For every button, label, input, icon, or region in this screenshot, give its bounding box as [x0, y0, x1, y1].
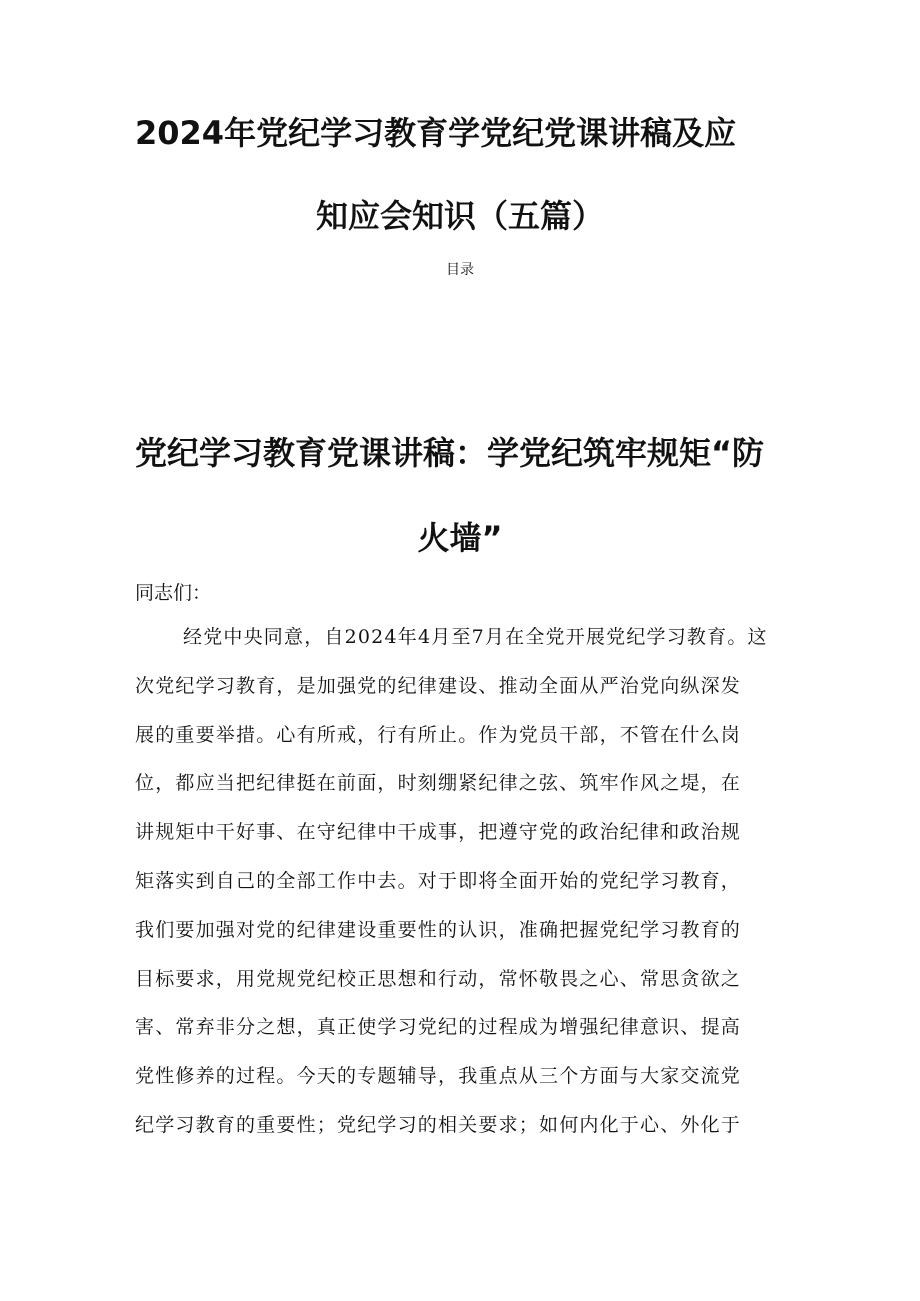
body-line: 目标要求，用党规党纪校正思想和行动，常怀敬畏之心、常思贪欲之 [135, 967, 742, 990]
body-line: 次党纪学习教育，是加强党的纪律建设、推动全面从严治党向纵深发 [135, 674, 742, 697]
body-line: 矩落实到自己的全部工作中去。对于即将全面开始的党纪学习教育， [135, 869, 742, 892]
body-line: 讲规矩中干好事、在守纪律中干成事，把遵守党的政治纪律和政治规 [135, 821, 742, 844]
body-paragraph [135, 623, 795, 1160]
section-title-line-1: 党纪学习教育党课讲稿：学党纪筑牢规矩“防 [135, 434, 765, 472]
document-title-line-1: 2024年党纪学习教育学党纪党课讲稿及应 [135, 114, 737, 152]
document-title-line-2: 知应会知识（五篇） [315, 197, 604, 235]
body-line: 纪学习教育的重要性；党纪学习的相关要求；如何内化于心、外化于 [135, 1113, 742, 1136]
body-line: 害、常弃非分之想，真正使学习党纪的过程成为增强纪律意识、提高 [135, 1016, 742, 1039]
body-line: 党性修养的过程。今天的专题辅导，我重点从三个方面与大家交流党 [135, 1065, 742, 1088]
body-line: 展的重要举措。心有所戒，行有所止。作为党员干部，不管在什么岗 [135, 723, 742, 746]
salutation: 同志们： [135, 582, 212, 604]
section-title-line-2: 火墙” [417, 519, 503, 557]
body-line: 我们要加强对党的纪律建设重要性的认识，准确把握党纪学习教育的 [135, 918, 742, 941]
toc-label: 目录 [446, 262, 474, 278]
body-line: 位，都应当把纪律挺在前面，时刻绷紧纪律之弦、筑牢作风之堤，在 [135, 772, 742, 795]
body-line: 经党中央同意，自2024年4月至7月在全党开展党纪学习教育。这 [183, 626, 768, 648]
